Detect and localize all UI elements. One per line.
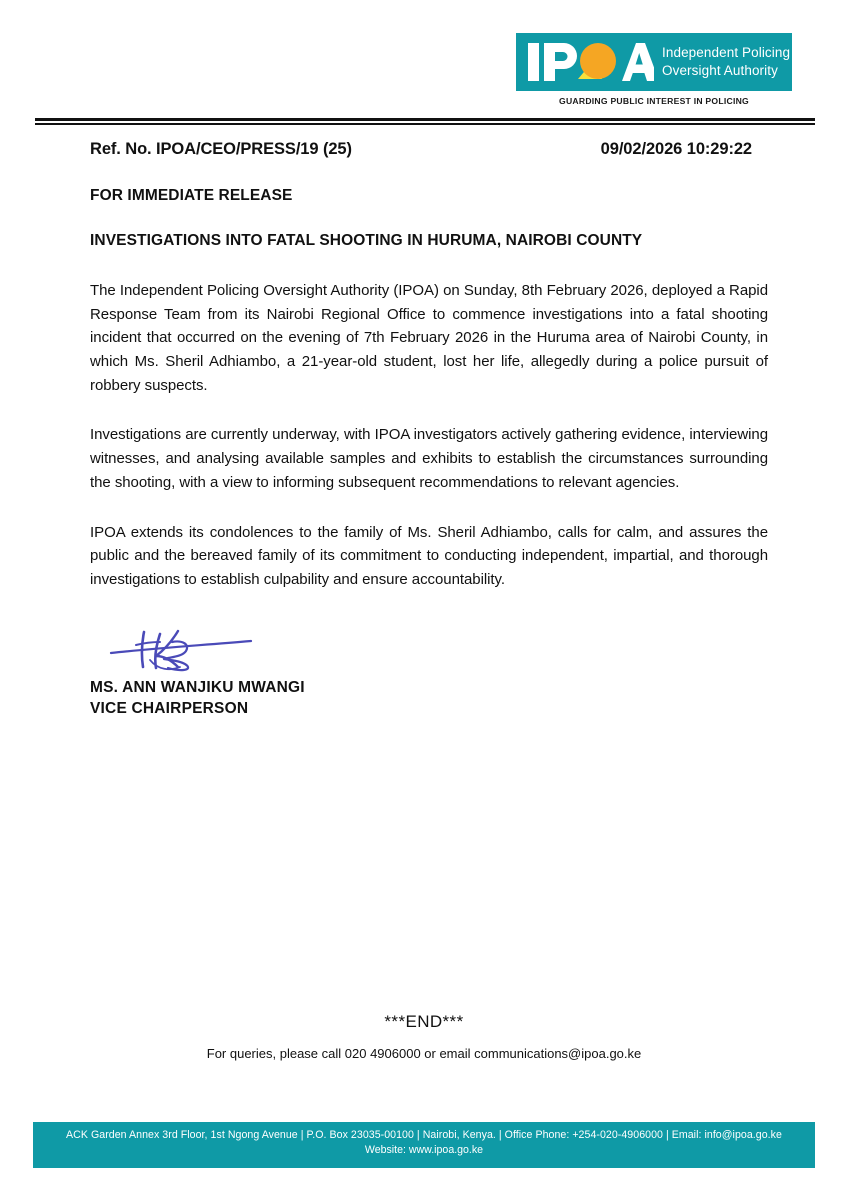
reference-row [90, 140, 768, 159]
reference-number: Ref. No. IPOA/CEO/PRESS/19 (25) [90, 140, 352, 158]
document-body [90, 140, 768, 718]
divider-line-thin [35, 123, 815, 125]
paragraph-2: Investigations are currently underway, with IPOA investigators actively gathering evidence, interviewing witnesses, and analysing available samples and exhibits to establish the circumstances surrounding the shooting, with a view to informing subsequent recommendations to relevant agencies. [90, 426, 768, 491]
paragraph-3: IPOA extends its condolences to the family of Ms. Sheril Adhiambo, calls for calm, and assures the public and the bereaved family of its commitment to conducting independent, impartial, and thorough investigations to establish culpability and ensure accountability. [90, 523, 768, 588]
signatory-title: VICE CHAIRPERSON [90, 699, 249, 717]
immediate-release-heading: FOR IMMEDIATE RELEASE [90, 187, 293, 204]
press-release-title: INVESTIGATIONS INTO FATAL SHOOTING IN HURUMA, NAIROBI COUNTY [90, 232, 643, 249]
footer-address: ACK Garden Annex 3rd Floor, 1st Ngong Avenue | P.O. Box 23035-00100 | Nairobi, Kenya. | Office Phone: +254-020-4906000 | Email: info@ipoa.go.ke [66, 1129, 782, 1141]
signatory-name: MS. ANN WANJIKU MWANGI [90, 678, 305, 696]
paragraph-1: The Independent Policing Oversight Authority (IPOA) on Sunday, 8th February 2026, deployed a Rapid Response Team from its Nairobi Regional Office to commence investigations into a fatal shooting incident that occurred on the evening of 7th February 2026 in the Huruma area of Nairobi County, in which Ms. Sheril Adhiambo, a 21-year-old student, lost her life, allegedly during a police pursuit of robbery suspects. [90, 282, 768, 394]
handwritten-signature-icon [106, 626, 768, 677]
footer-website: Website: www.ipoa.go.ke [364, 1144, 484, 1156]
logo-name-line1: Independent Policing [662, 45, 791, 61]
signature-block [90, 626, 768, 718]
header-divider [35, 118, 815, 125]
footer-bar [33, 1122, 815, 1168]
ipoa-wordmark-icon [526, 39, 654, 85]
queries-line: For queries, please call 020 4906000 or email communications@ipoa.go.ke [206, 1046, 642, 1061]
logo-tagline: GUARDING PUBLIC INTEREST IN POLICING [559, 96, 749, 106]
logo-authority-name [662, 44, 790, 80]
logo-name-line2: Oversight Authority [662, 63, 778, 78]
letterhead-logo [516, 33, 792, 106]
document-date: 09/02/2026 10:29:22 [600, 140, 752, 158]
logo-teal-box [516, 33, 792, 91]
end-marker: ***END*** [384, 1012, 464, 1031]
